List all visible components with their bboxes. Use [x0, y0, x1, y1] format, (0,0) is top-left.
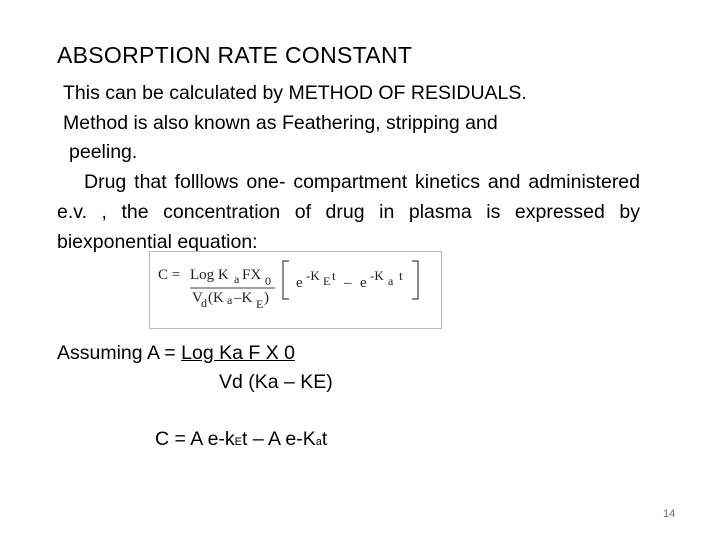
equation-image [149, 251, 442, 329]
eq-term1-exp: -K [306, 268, 320, 283]
eq-term1-base: e [296, 275, 303, 291]
final-eq-sub1: E [234, 436, 243, 448]
eq-right-bracket [412, 261, 418, 299]
eq-left-bracket [283, 261, 289, 299]
final-eq-part2: t – A e-K [242, 428, 316, 450]
final-eq-sub2: a [315, 436, 322, 448]
eq-den-d: ) [264, 290, 269, 306]
eq-term2-base: e [360, 275, 367, 291]
page-number: 14 [663, 508, 676, 520]
eq-term1-exp-t: t [332, 268, 336, 283]
eq-num-b: FX [242, 267, 262, 283]
body-paragraph: Drug that folllows one- compartment kinetics and administered e.v. , the concentration of drug in plasma is expressed by biexponential equation: [57, 171, 640, 253]
assuming-line [57, 342, 295, 365]
final-eq-part1: C = A e-k [155, 428, 235, 450]
eq-den-a-sub: d [201, 296, 207, 310]
eq-den-b: (K [208, 290, 224, 306]
assuming-numerator: Log Ka F X 0 [181, 342, 295, 364]
text-line-2: Method is also known as Feathering, stripping and [63, 112, 498, 134]
eq-den-b-sub: a [227, 293, 233, 307]
text-line-1: This can be calculated by METHOD OF RESIDUALS. [63, 82, 527, 104]
eq-term1-exp-sub: E [323, 274, 331, 288]
text-line-3: peeling. [69, 141, 138, 163]
slide-title: ABSORPTION RATE CONSTANT [57, 42, 413, 68]
eq-lhs: C = [158, 267, 181, 283]
eq-den-a: V [192, 290, 203, 306]
final-eq-part3: t [321, 428, 328, 450]
assuming-prefix: Assuming A = [57, 342, 182, 364]
eq-term2-exp-t: t [399, 268, 403, 283]
equation-svg [150, 252, 441, 328]
eq-num-b-sub: 0 [265, 274, 271, 288]
assuming-denominator: Vd (Ka – KE) [219, 371, 333, 393]
eq-den-c-sub: E [256, 297, 264, 311]
eq-num-a-sub: a [234, 272, 240, 286]
eq-term2-exp: -K [370, 268, 384, 283]
final-equation [155, 428, 327, 451]
eq-num-a: Log K [190, 267, 229, 283]
eq-minus: – [344, 275, 352, 291]
eq-den-c: –K [234, 290, 253, 306]
eq-term2-exp-sub: a [388, 274, 394, 288]
